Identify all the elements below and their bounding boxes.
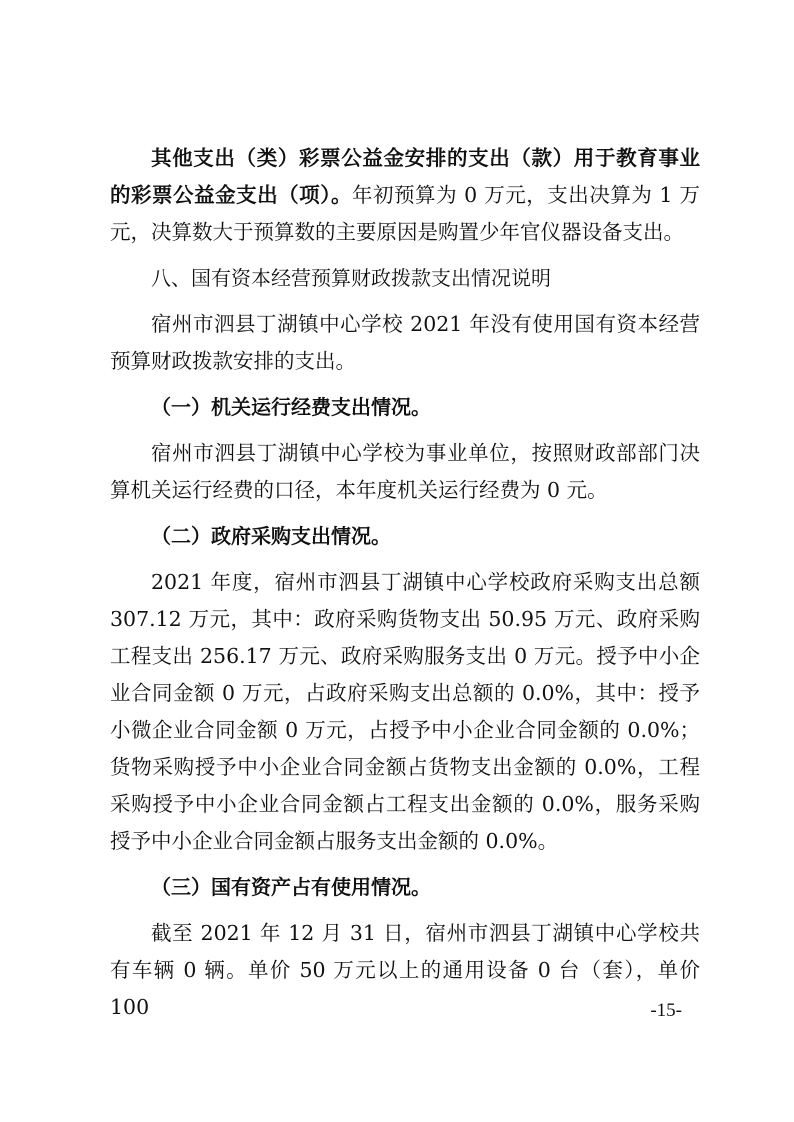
paragraph-procurement: 2021 年度，宿州市泗县丁湖镇中心学校政府采购支出总额 307.12 万元，其中：政府采购货物支出 50.95 万元、政府采购工程支出 256.17 万元、政府采购服务支出 0 万元。授予中小企业合同金额 0 万元，占政府采购支出总额的 0.0%，其中：授予小微企业合同金额 0 万元，占授予中小企业合同金额的 0.0%；货物采购授予中小企业合同金额占货物支出金额的 0.0%，工程采购授予中小企业合同金额占工程支出金额的 0.0%，服务采购授予中小企业合同金额占服务支出金额的 0.0%。	[110, 570, 700, 853]
paragraph-operating-expenses: 宿州市泗县丁湖镇中心学校为事业单位，按照财政部部门决算机关运行经费的口径，本年度机关运行经费为 0 元。	[110, 441, 700, 502]
subheading-procurement: （二）政府采购支出情况。	[151, 524, 391, 548]
paragraph-lottery-fund-bold: 其他支出（类）彩票公益金安排的支出（款）用于教育事业的彩票公益金支出（项）。	[110, 146, 700, 207]
page-number: -15-	[650, 1000, 682, 1021]
paragraph-state-capital: 宿州市泗县丁湖镇中心学校 2021 年没有使用国有资本经营预算财政拨款安排的支出。	[110, 312, 700, 373]
subheading-state-assets: （三）国有资产占有使用情况。	[151, 875, 431, 899]
paragraph-lottery-fund	[110, 140, 700, 251]
subheading-operating-expenses: （一）机关运行经费支出情况。	[151, 395, 431, 419]
section-heading-8: 八、国有资本经营预算财政拨款支出情况说明	[151, 266, 551, 290]
paragraph-state-assets: 截至 2021 年 12 月 31 日，宿州市泗县丁湖镇中心学校共有车辆 0 辆。单价 50 万元以上的通用设备 0 台（套），单价 100	[110, 921, 700, 1019]
document-body	[110, 140, 700, 1026]
paragraph-lottery-fund-text: 年初预算为 0 万元，支出决算为 1 万元，决算数大于预算数的主要原因是购置少年官仪器设备支出。	[110, 183, 700, 244]
